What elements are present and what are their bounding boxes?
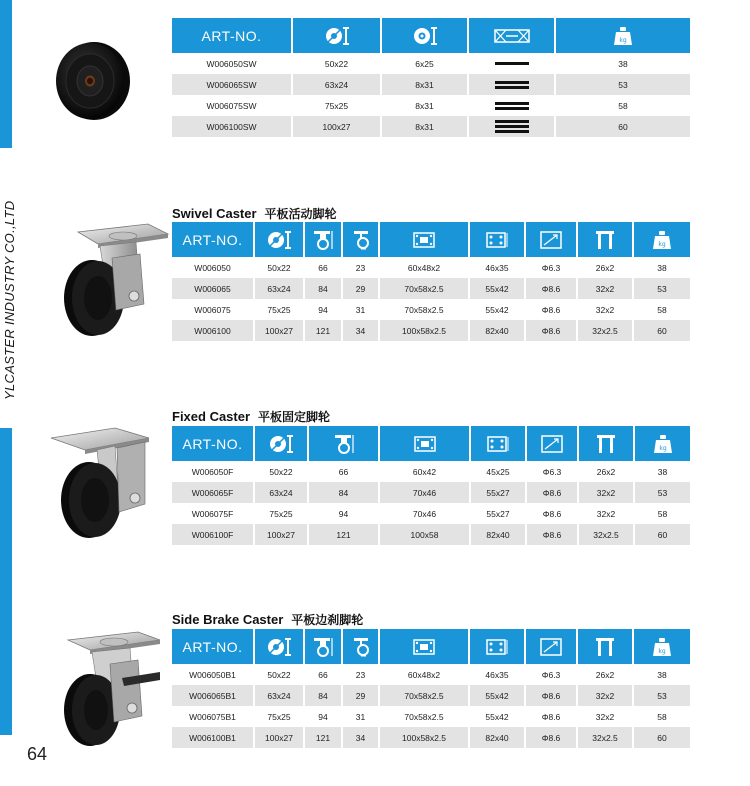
bolt-cell: Φ8.6: [525, 278, 577, 299]
svg-text:kg: kg: [619, 36, 627, 44]
plate-cell: 70x58x2.5: [379, 299, 469, 320]
table-row: [172, 278, 690, 299]
swivel-offset-icon: [342, 629, 379, 664]
plate-cell: 70x46: [379, 482, 470, 503]
load-cell: 38: [555, 53, 690, 74]
size-cell: 50x22: [292, 53, 381, 74]
bolt-hole-diameter-icon: [526, 426, 578, 461]
table-row: [172, 727, 690, 748]
load-cell: 38: [633, 257, 690, 278]
art-no-cell: W006075: [172, 299, 254, 320]
load-cell: 58: [633, 299, 690, 320]
load-cell: 60: [633, 727, 690, 748]
offset-cell: 29: [342, 278, 379, 299]
plate-cell: 70x58x2.5: [379, 685, 469, 706]
bolt-cell: Φ8.6: [525, 706, 577, 727]
offset-cell: 34: [342, 320, 379, 341]
plate-thickness-icon: [578, 426, 634, 461]
company-name: YLCASTER INDUSTRY CO.,LTD: [2, 200, 17, 400]
hole-spacing-cell: 46x35: [469, 257, 525, 278]
load-cell: 53: [633, 278, 690, 299]
art-no-cell: W006075SW: [172, 95, 292, 116]
side-brake-caster-title-cn: 平板边刹脚轮: [291, 613, 364, 627]
load-cell: 60: [633, 320, 690, 341]
svg-text:kg: kg: [658, 240, 666, 248]
hole-spacing-cell: 55x42: [469, 299, 525, 320]
swivel-caster-table: [172, 222, 690, 341]
height-cell: 94: [308, 503, 379, 524]
size-cell: 50x22: [254, 664, 304, 685]
bolt-cell: Φ8.6: [525, 727, 577, 748]
side-brake-caster-image: [52, 628, 166, 750]
offset-cell: 31: [342, 706, 379, 727]
table-row: [172, 524, 690, 545]
size-cell: 75x25: [254, 706, 304, 727]
thickness-cell: 32x2: [578, 482, 634, 503]
table-header-row: [172, 18, 690, 53]
table-header-row: [172, 629, 690, 664]
axle-box-icon: [468, 18, 555, 53]
art-no-cell: W006065: [172, 278, 254, 299]
hole-spacing-cell: 55x42: [469, 278, 525, 299]
height-cell: 84: [308, 482, 379, 503]
table-row: [172, 503, 690, 524]
table-row: [172, 461, 690, 482]
table-row: [172, 116, 690, 137]
height-cell: 66: [308, 461, 379, 482]
height-cell: 66: [304, 257, 342, 278]
height-cell: 121: [304, 320, 342, 341]
bolt-hole-spacing-icon: [469, 629, 525, 664]
bore-cell: 8x31: [381, 74, 468, 95]
art-no-cell: W006065SW: [172, 74, 292, 95]
wheel-diameter-width-icon: [254, 222, 304, 257]
total-height-icon: [304, 629, 342, 664]
table-row: [172, 74, 690, 95]
axle-bars-cell: [468, 74, 555, 95]
art-no-header: ART-NO.: [172, 222, 254, 257]
bolt-cell: Φ6.3: [525, 257, 577, 278]
table-row: [172, 482, 690, 503]
plate-cell: 70x58x2.5: [379, 278, 469, 299]
axle-bars-cell: [468, 116, 555, 137]
hole-spacing-cell: 45x25: [470, 461, 526, 482]
art-no-cell: W006065F: [172, 482, 254, 503]
thickness-cell: 32x2.5: [577, 727, 633, 748]
top-plate-icon: [379, 629, 469, 664]
total-height-icon: [304, 222, 342, 257]
swivel-caster-title-cn: 平板活动脚轮: [264, 207, 337, 221]
height-cell: 121: [308, 524, 379, 545]
thickness-cell: 32x2: [577, 685, 633, 706]
fixed-caster-image: [45, 420, 167, 542]
plate-cell: 60x42: [379, 461, 470, 482]
axle-bars-graphic: [495, 81, 529, 89]
axle-bars-graphic: [495, 62, 529, 65]
size-cell: 50x22: [254, 257, 304, 278]
load-cell: 60: [634, 524, 690, 545]
hole-spacing-cell: 55x27: [470, 482, 526, 503]
bore-cell: 8x31: [381, 116, 468, 137]
page-number: 64: [27, 744, 48, 764]
plate-cell: 100x58: [379, 524, 470, 545]
rubber-wheel-image: [52, 40, 132, 122]
size-cell: 75x25: [254, 299, 304, 320]
bolt-cell: Φ8.6: [525, 320, 577, 341]
size-cell: 63x24: [254, 482, 308, 503]
art-no-cell: W006065B1: [172, 685, 254, 706]
fixed-caster-table: [172, 426, 690, 545]
table-row: [172, 664, 690, 685]
svg-text:kg: kg: [658, 444, 667, 452]
art-no-cell: W006100: [172, 320, 254, 341]
load-weight-icon: [555, 18, 690, 53]
thickness-cell: 32x2: [577, 299, 633, 320]
side-brake-caster-title-en: Side Brake Caster: [172, 612, 284, 627]
art-no-cell: W006050: [172, 257, 254, 278]
table-row: [172, 299, 690, 320]
wheel-spec-table: [172, 18, 690, 137]
hole-spacing-cell: 46x35: [469, 664, 525, 685]
art-no-header: ART-NO.: [172, 18, 292, 53]
hole-spacing-cell: 55x27: [470, 503, 526, 524]
load-cell: 38: [633, 664, 690, 685]
height-cell: 121: [304, 727, 342, 748]
side-brake-caster-table: [172, 629, 690, 748]
plate-cell: 60x48x2: [379, 257, 469, 278]
thickness-cell: 26x2: [578, 461, 634, 482]
art-no-cell: W006050SW: [172, 53, 292, 74]
load-cell: 60: [555, 116, 690, 137]
swivel-caster-image: [48, 218, 172, 340]
wheel-diameter-width-icon: [254, 426, 308, 461]
axle-bars-cell: [468, 95, 555, 116]
side-brake-caster-title: [172, 611, 363, 628]
plate-cell: 100x58x2.5: [379, 727, 469, 748]
bolt-cell: Φ8.6: [525, 299, 577, 320]
hole-spacing-cell: 55x42: [469, 685, 525, 706]
bolt-cell: Φ8.6: [526, 482, 578, 503]
bolt-cell: Φ6.3: [525, 664, 577, 685]
size-cell: 100x27: [254, 320, 304, 341]
axle-bars-graphic: [495, 102, 529, 110]
bore-cell: 8x31: [381, 95, 468, 116]
thickness-cell: 32x2: [578, 503, 634, 524]
hole-spacing-cell: 82x40: [469, 727, 525, 748]
bolt-hole-diameter-icon: [525, 222, 577, 257]
side-accent-top: [0, 0, 12, 148]
axle-bars-graphic: [495, 120, 529, 133]
offset-cell: 29: [342, 685, 379, 706]
load-cell: 58: [634, 503, 690, 524]
size-cell: 63x24: [254, 278, 304, 299]
bolt-cell: Φ6.3: [526, 461, 578, 482]
height-cell: 94: [304, 299, 342, 320]
load-cell: 53: [555, 74, 690, 95]
load-cell: 58: [633, 706, 690, 727]
size-cell: 63x24: [292, 74, 381, 95]
art-no-cell: W006050F: [172, 461, 254, 482]
table-row: [172, 95, 690, 116]
size-cell: 100x27: [254, 524, 308, 545]
fixed-caster-title: [172, 408, 330, 425]
fixed-caster-title-cn: 平板固定脚轮: [258, 410, 331, 424]
bolt-hole-diameter-icon: [525, 629, 577, 664]
thickness-cell: 32x2: [577, 706, 633, 727]
size-cell: 63x24: [254, 685, 304, 706]
thickness-cell: 32x2.5: [578, 524, 634, 545]
height-cell: 84: [304, 278, 342, 299]
plate-thickness-icon: [577, 222, 633, 257]
art-no-header: ART-NO.: [172, 426, 254, 461]
offset-cell: 23: [342, 257, 379, 278]
hole-spacing-cell: 82x40: [469, 320, 525, 341]
table-row: [172, 320, 690, 341]
swivel-caster-title: [172, 205, 337, 222]
size-cell: 50x22: [254, 461, 308, 482]
table-row: [172, 685, 690, 706]
total-height-icon: [308, 426, 379, 461]
swivel-caster-title-en: Swivel Caster: [172, 206, 257, 221]
table-row: [172, 53, 690, 74]
load-cell: 53: [633, 685, 690, 706]
bolt-hole-spacing-icon: [469, 222, 525, 257]
load-cell: 38: [634, 461, 690, 482]
art-no-cell: W006075F: [172, 503, 254, 524]
load-cell: 53: [634, 482, 690, 503]
table-row: [172, 706, 690, 727]
bore-axle-icon: [381, 18, 468, 53]
offset-cell: 31: [342, 299, 379, 320]
hole-spacing-cell: 55x42: [469, 706, 525, 727]
bolt-cell: Φ8.6: [526, 503, 578, 524]
table-header-row: [172, 426, 690, 461]
load-weight-icon: [634, 426, 690, 461]
table-header-row: [172, 222, 690, 257]
bolt-cell: Φ8.6: [525, 685, 577, 706]
load-weight-icon: [633, 629, 690, 664]
height-cell: 66: [304, 664, 342, 685]
size-cell: 100x27: [292, 116, 381, 137]
height-cell: 84: [304, 685, 342, 706]
plate-cell: 100x58x2.5: [379, 320, 469, 341]
top-plate-icon: [379, 426, 470, 461]
size-cell: 75x25: [292, 95, 381, 116]
thickness-cell: 32x2: [577, 278, 633, 299]
swivel-offset-icon: [342, 222, 379, 257]
art-no-header: ART-NO.: [172, 629, 254, 664]
bore-cell: 6x25: [381, 53, 468, 74]
thickness-cell: 26x2: [577, 257, 633, 278]
wheel-diameter-width-icon: [254, 629, 304, 664]
wheel-diameter-width-icon: [292, 18, 381, 53]
plate-cell: 70x58x2.5: [379, 706, 469, 727]
offset-cell: 34: [342, 727, 379, 748]
plate-thickness-icon: [577, 629, 633, 664]
plate-cell: 60x48x2: [379, 664, 469, 685]
svg-text:kg: kg: [658, 647, 666, 655]
load-cell: 58: [555, 95, 690, 116]
art-no-cell: W006100F: [172, 524, 254, 545]
axle-bars-cell: [468, 53, 555, 74]
art-no-cell: W006050B1: [172, 664, 254, 685]
thickness-cell: 26x2: [577, 664, 633, 685]
table-row: [172, 257, 690, 278]
bolt-cell: Φ8.6: [526, 524, 578, 545]
hole-spacing-cell: 82x40: [470, 524, 526, 545]
offset-cell: 23: [342, 664, 379, 685]
art-no-cell: W006075B1: [172, 706, 254, 727]
size-cell: 100x27: [254, 727, 304, 748]
bolt-hole-spacing-icon: [470, 426, 526, 461]
art-no-cell: W006100SW: [172, 116, 292, 137]
side-accent-bottom: [0, 428, 12, 786]
fixed-caster-title-en: Fixed Caster: [172, 409, 251, 424]
plate-cell: 70x46: [379, 503, 470, 524]
height-cell: 94: [304, 706, 342, 727]
load-weight-icon: [633, 222, 690, 257]
size-cell: 75x25: [254, 503, 308, 524]
art-no-cell: W006100B1: [172, 727, 254, 748]
top-plate-icon: [379, 222, 469, 257]
thickness-cell: 32x2.5: [577, 320, 633, 341]
